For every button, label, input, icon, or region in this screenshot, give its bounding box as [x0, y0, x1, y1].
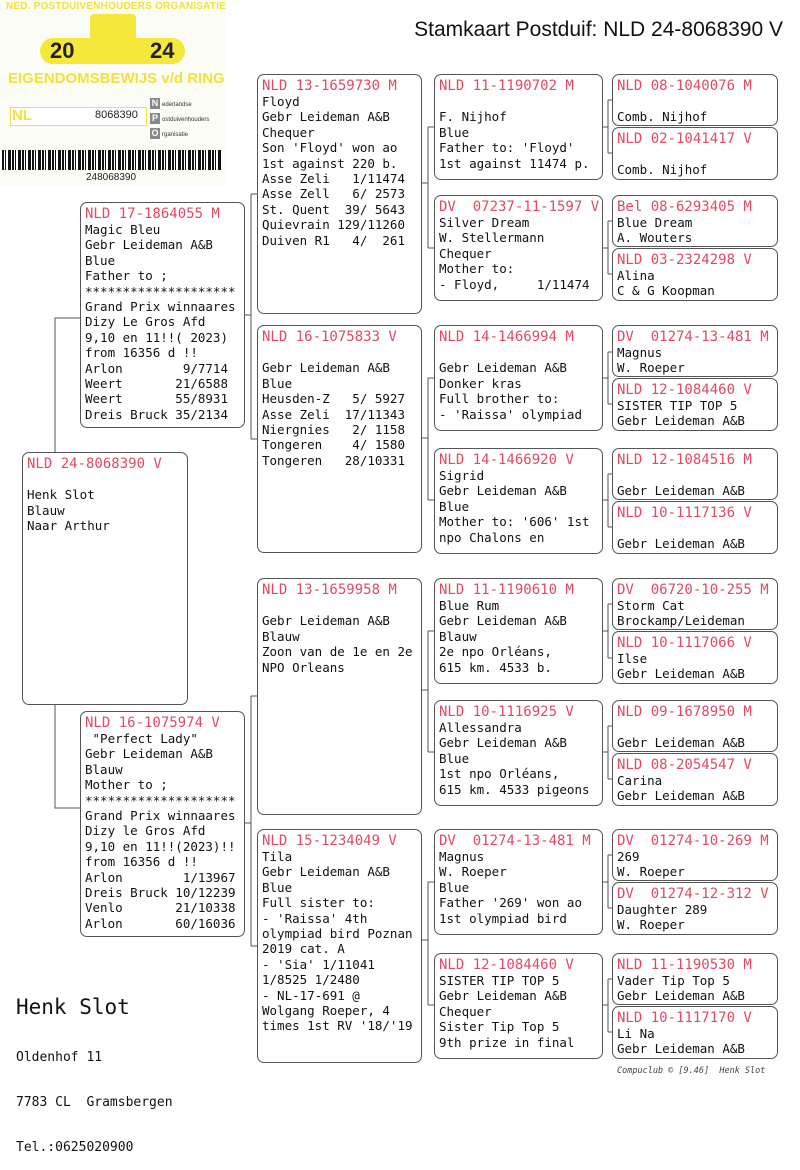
pedigree-line: - Floyd, 1/11474 [439, 276, 590, 292]
grandparent-box [257, 578, 422, 815]
ring-number: NLD 10-1117066 V [617, 635, 752, 651]
pedigree-line: 1/8525 1/2480 [262, 972, 360, 988]
pedigree-line: Tila [262, 849, 293, 864]
great-grandparent-box [434, 448, 603, 554]
npo-letter: N [151, 98, 159, 108]
pedigree-line: W. Roeper [617, 864, 685, 880]
ring-number: NLD 13-1659730 M [262, 78, 397, 94]
pedigree-line: Asse Zell 6/ 2573 [262, 186, 405, 202]
pedigree-line: Mother to: '606' 1st [439, 514, 590, 530]
pedigree-line [27, 472, 183, 487]
pedigree-line: npo Chalons en [439, 529, 545, 545]
owner-block [16, 964, 173, 1170]
pedigree-line: Arlon 60/16036 [85, 915, 236, 931]
ring-number: NLD 14-1466920 V [439, 452, 574, 468]
pedigree-line: Gebr Leideman A&B [439, 613, 567, 629]
gg-grandparent-box [612, 448, 778, 500]
pedigree-line: Gebr Leideman A&B [439, 483, 567, 499]
page-title: Stamkaart Postduif: NLD 24-8068390 V [414, 18, 783, 41]
ring-number: NLD 02-1041417 V [617, 131, 752, 147]
gg-grandparent-box [612, 195, 778, 247]
pedigree-line: ******************** [85, 792, 236, 808]
pedigree-line: Storm Cat [617, 598, 685, 613]
ring-number: NLD 24-8068390 V [27, 456, 162, 472]
pedigree-line: - 'Raissa' 4th [262, 910, 368, 926]
gg-grandparent-box [612, 953, 778, 1005]
pedigree-line: Gebr Leideman A&B [617, 735, 745, 751]
pedigree-line [262, 598, 417, 613]
gg-grandparent-box [612, 74, 778, 126]
gg-grandparent-box [612, 1006, 778, 1059]
pedigree-line: Venlo 21/10338 [85, 900, 236, 916]
gg-grandparent-box [612, 753, 778, 806]
ring-number: NLD 10-1117170 V [617, 1010, 752, 1026]
ring-number: NLD 16-1075833 V [262, 329, 397, 345]
ring-number: NLD 16-1075974 V [85, 715, 220, 731]
pedigree-line: Gebr Leideman A&B [85, 746, 213, 762]
pedigree-line: Gebr Leideman A&B [439, 735, 567, 751]
pedigree-line: Gebr Leideman A&B [262, 109, 390, 125]
pedigree-line: W. Roeper [617, 360, 685, 376]
pedigree-line: Blauw [85, 761, 123, 777]
pedigree-line: Floyd [262, 94, 300, 109]
pedigree-line: Blauw [439, 628, 477, 644]
gg-grandparent-box [612, 700, 778, 752]
sire-box [80, 202, 245, 428]
pedigree-line: Magic Bleu [85, 222, 161, 237]
pedigree-line: Zoon van de 1e en 2e [262, 644, 413, 660]
ring-number: NLD 12-1084460 V [617, 382, 752, 398]
ring-number: DV 01274-12-312 V [617, 886, 769, 902]
pedigree-line: Asse Zeli 1/11474 [262, 171, 405, 187]
pedigree-line [617, 521, 773, 536]
card-ring-number: 8068390 [95, 109, 138, 121]
pedigree-line [617, 94, 773, 109]
great-grandparent-box [434, 195, 603, 301]
pedigree-line: Tongeren 4/ 1580 [262, 437, 405, 453]
ring-number: NLD 11-1190702 M [439, 78, 574, 94]
pedigree-line: 1st olympiad bird [439, 910, 567, 926]
pedigree-line: W. Stellermann [439, 230, 545, 246]
pedigree-line [617, 468, 773, 483]
ring-number: NLD 14-1466994 M [439, 329, 574, 345]
pedigree-line: Sigrid [439, 468, 485, 483]
pedigree-line: Gebr Leideman A&B [617, 1041, 745, 1057]
pedigree-line: 1st npo Orléans, [439, 766, 560, 782]
grandparent-box [257, 74, 422, 314]
pedigree-line: Gebr Leideman A&B [617, 988, 745, 1004]
pedigree-line: 9th prize in final [439, 1034, 575, 1050]
pedigree-line [262, 345, 417, 360]
pedigree-line: 269 [617, 849, 640, 864]
pedigree-line: from 16356 d !! [85, 345, 198, 361]
pedigree-line [439, 94, 598, 109]
pedigree-line: Gebr Leideman A&B [617, 483, 745, 499]
ring-number: NLD 12-1084516 M [617, 452, 752, 468]
pedigree-line: Duiven R1 4/ 261 [262, 232, 405, 248]
pedigree-line: Gebr Leideman A&B [617, 788, 745, 804]
pedigree-line: 615 km. 4533 b. [439, 659, 552, 675]
pedigree-line: Blue [85, 252, 116, 268]
pedigree-line: Heusden-Z 5/ 5927 [262, 391, 405, 407]
pedigree-line: Weert 21/6588 [85, 376, 228, 392]
pedigree-line: Vader Tip Top 5 [617, 973, 730, 988]
pedigree-line: Chequer [439, 1003, 492, 1019]
pedigree-line: A. Wouters [617, 230, 693, 246]
pedigree-line: Blue Rum [439, 598, 500, 613]
pedigree-line: 9,10 en 11!!( 2023) [85, 329, 228, 345]
ring-number: NLD 15-1234049 V [262, 833, 397, 849]
pedigree-line: SISTER TIP TOP 5 [439, 973, 560, 988]
pedigree-line: Magnus [617, 345, 663, 360]
pedigree-line: 2e npo Orléans, [439, 644, 552, 660]
great-grandparent-box [434, 700, 603, 806]
pedigree-line: ******************** [85, 283, 236, 299]
pedigree-line: Magnus [439, 849, 485, 864]
pedigree-line: Naar Arthur [27, 518, 110, 534]
pedigree-line: 1st against 220 b. [262, 155, 398, 171]
pedigree-line: Blue [262, 879, 293, 895]
gg-grandparent-box [612, 829, 778, 881]
pedigree-line: - 'Raissa' olympiad [439, 406, 582, 422]
pedigree-line: Sister Tip Top 5 [439, 1019, 560, 1035]
pedigree-line: Gebr Leideman A&B [262, 864, 390, 880]
gg-grandparent-box [612, 501, 778, 554]
ring-number: NLD 09-1678950 M [617, 704, 752, 720]
pedigree-line [439, 345, 598, 360]
owner-city: 7783 CL Gramsbergen [16, 1095, 173, 1110]
pedigree-line: Father to ; [85, 268, 168, 284]
npo-text: ostduivenhouders [162, 117, 210, 123]
ring-number: NLD 13-1659958 M [262, 582, 397, 598]
ring-number: NLD 11-1190610 M [439, 582, 574, 598]
great-grandparent-box [434, 74, 603, 180]
ring-number: Bel 08-6293405 M [617, 199, 752, 215]
pedigree-line: 615 km. 4533 pigeons [439, 781, 590, 797]
pedigree-line: 9,10 en 11!!(2023)!! [85, 838, 236, 854]
ring-number: DV 01274-13-481 M [439, 833, 591, 849]
pedigree-line: Asse Zeli 17/11343 [262, 406, 405, 422]
owner-name: Henk Slot [16, 995, 130, 1019]
pedigree-line: Li Na [617, 1026, 655, 1041]
pedigree-line: Father to: 'Floyd' [439, 140, 575, 156]
great-grandparent-box [434, 578, 603, 684]
pedigree-line: - NL-17-691 @ [262, 987, 360, 1003]
pedigree-line: Mother to ; [85, 777, 168, 793]
pedigree-line: Blue [262, 375, 293, 391]
pedigree-line: Arlon 1/13967 [85, 869, 236, 885]
pedigree-line: Dreis Bruck 10/12239 [85, 885, 236, 901]
pedigree-line: Blauw [27, 502, 65, 518]
ring-number: DV 07237-11-1597 V [439, 199, 600, 215]
pedigree-line: W. Roeper [617, 917, 685, 933]
pedigree-line: Chequer [439, 245, 492, 261]
ring-number: NLD 10-1117136 V [617, 505, 752, 521]
dam-box [80, 711, 245, 937]
pedigree-line: Blue [439, 124, 470, 140]
barcode-number: 248068390 [86, 172, 137, 183]
pedigree-line: Blauw [262, 628, 300, 644]
pedigree-line: Henk Slot [27, 487, 95, 503]
pedigree-line: Wolgang Roeper, 4 [262, 1003, 390, 1019]
pedigree-line: Silver Dream [439, 215, 530, 230]
pedigree-line: - 'Sia' 1/11041 [262, 956, 375, 972]
ring-number: DV 01274-13-481 M [617, 329, 769, 345]
npo-text: ederlandse [162, 102, 192, 108]
ring-number: NLD 08-2054547 V [617, 757, 752, 773]
pedigree-line: Dizy Le Gros Afd [85, 314, 206, 330]
pedigree-line: Arlon 9/7714 [85, 360, 228, 376]
pedigree-line: F. Nijhof [439, 109, 507, 125]
card-organisation: NED. POSTDUIVENHOUDERS ORGANISATIE [6, 1, 226, 12]
pedigree-line: Allessandra [439, 720, 522, 735]
pedigree-line: Gebr Leideman A&B [617, 666, 745, 682]
pedigree-line: Gebr Leideman A&B [439, 988, 567, 1004]
ring-number: DV 01274-10-269 M [617, 833, 769, 849]
pedigree-line: Gebr Leideman A&B [617, 536, 745, 552]
subject-box [22, 452, 188, 705]
card-year-left: 20 [50, 38, 75, 63]
pedigree-line: Comb. Nijhof [617, 109, 708, 125]
pedigree-line: Comb. Nijhof [617, 162, 708, 178]
pedigree-line: Chequer [262, 124, 315, 140]
pedigree-line: Ilse [617, 651, 648, 666]
ring-number: NLD 17-1864055 M [85, 206, 220, 222]
pedigree-line: Daughter 289 [617, 902, 708, 917]
great-grandparent-box [434, 953, 603, 1059]
ring-number: DV 06720-10-255 M [617, 582, 769, 598]
owner-phone: Tel.:0625020900 [16, 1140, 134, 1155]
grandparent-box [257, 829, 422, 1063]
pedigree-line: Dizy le Gros Afd [85, 823, 206, 839]
pedigree-line [617, 147, 773, 162]
pedigree-line: "Perfect Lady" [85, 731, 198, 746]
pedigree-line: SISTER TIP TOP 5 [617, 398, 738, 413]
ring-number: NLD 03-2324298 V [617, 252, 752, 268]
ring-number: NLD 12-1084460 V [439, 957, 574, 973]
owner-address: Oldenhof 11 [16, 1050, 103, 1065]
pedigree-line: Mother to: [439, 261, 515, 277]
pedigree-line [617, 720, 773, 735]
pedigree-line: Father '269' won ao [439, 895, 582, 911]
pedigree-line: 2019 cat. A [262, 941, 345, 957]
ring-number: NLD 08-1040076 M [617, 78, 752, 94]
pedigree-line: Gebr Leideman A&B [262, 360, 390, 376]
pedigree-line: Blue [439, 750, 470, 766]
pedigree-line: Brockamp/Leideman [617, 613, 745, 629]
pedigree-line: 1st against 11474 p. [439, 155, 590, 171]
pedigree-line: times 1st RV '18/'19 [262, 1018, 413, 1034]
pedigree-line: Donker kras [439, 375, 522, 391]
npo-letter: P [151, 113, 158, 123]
pedigree-line: from 16356 d !! [85, 854, 198, 870]
great-grandparent-box [434, 325, 603, 431]
pedigree-line: olympiad bird Poznan [262, 926, 413, 942]
pedigree-line: C & G Koopman [617, 283, 715, 299]
gg-grandparent-box [612, 378, 778, 431]
ring-number: NLD 11-1190530 M [617, 957, 752, 973]
card-country: NL [12, 107, 32, 124]
great-grandparent-box [434, 829, 603, 935]
pedigree-line: Blue [439, 498, 470, 514]
pedigree-line: Grand Prix winnaares [85, 299, 236, 315]
pedigree-line: NPO Orleans [262, 659, 345, 675]
pedigree-line: Alina [617, 268, 655, 283]
pedigree-line: Gebr Leideman A&B [262, 613, 390, 629]
ring-number: NLD 10-1116925 V [439, 704, 574, 720]
gg-grandparent-box [612, 882, 778, 935]
pedigree-line: Son 'Floyd' won ao [262, 140, 398, 156]
pedigree-line: Weert 55/8931 [85, 391, 228, 407]
pedigree-line: Blue [439, 879, 470, 895]
npo-text: rganisatie [162, 132, 189, 138]
pedigree-line: Full brother to: [439, 391, 560, 407]
gg-grandparent-box [612, 248, 778, 301]
pedigree-line: Carina [617, 773, 663, 788]
footer-credit: Compuclub © [9.46] Henk Slot [617, 1066, 766, 1076]
npo-letter: O [151, 128, 159, 138]
pedigree-line: W. Roeper [439, 864, 507, 880]
gg-grandparent-box [612, 127, 778, 180]
pedigree-line: Grand Prix winnaares [85, 808, 236, 824]
pedigree-line: Gebr Leideman A&B [85, 237, 213, 253]
pedigree-line: Gebr Leideman A&B [617, 413, 745, 429]
pedigree-line: Blue Dream [617, 215, 693, 230]
gg-grandparent-box [612, 325, 778, 377]
card-heading: EIGENDOMSBEWIJS v/d RING [8, 70, 225, 87]
card-year-right: 24 [150, 38, 175, 63]
pedigree-line: Full sister to: [262, 895, 375, 911]
gg-grandparent-box [612, 578, 778, 630]
pedigree-line: St. Quent 39/ 5643 [262, 201, 405, 217]
gg-grandparent-box [612, 631, 778, 684]
pedigree-line: Dreis Bruck 35/2134 [85, 406, 228, 422]
pedigree-line: Niergnies 2/ 1158 [262, 422, 405, 438]
pedigree-line: Tongeren 28/10331 [262, 452, 405, 468]
grandparent-box [257, 325, 422, 553]
pedigree-line: Gebr Leideman A&B [439, 360, 567, 376]
pedigree-line: Quievrain 129/11260 [262, 217, 405, 233]
